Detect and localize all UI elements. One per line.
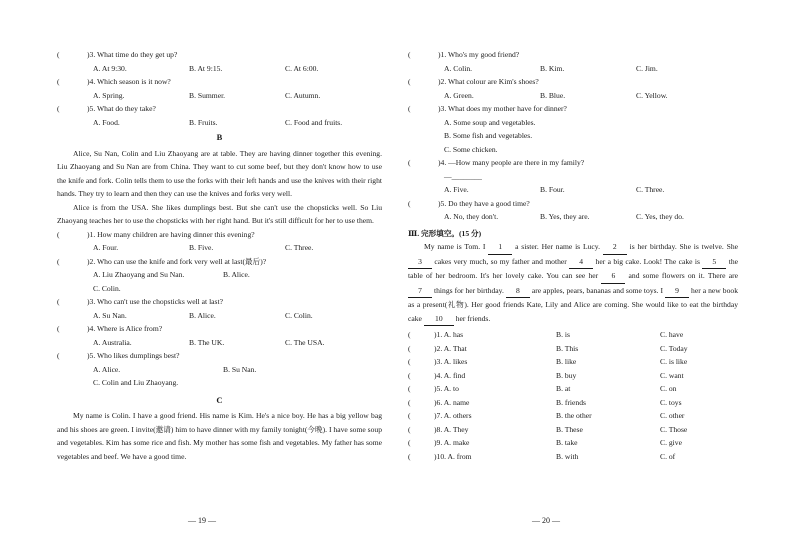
question [57,102,382,116]
option: A. Four. [93,243,119,252]
option: )5. A. to [434,384,459,393]
option: B. Su Nan. [223,364,257,374]
option: )10. A. from [434,451,472,461]
option: A. Food. [93,117,120,127]
option: C. Jim. [636,63,658,73]
options-row [57,363,382,377]
passage-text: My name is Tom. I [424,242,489,251]
option: A. Colin. [444,63,473,73]
section-a-questions [57,48,382,129]
answer-paren: ( [408,77,411,86]
option: C. Colin. [93,283,121,293]
option: B. friends [556,397,586,407]
answer-paren: ( [57,77,60,86]
passage-text: her friends. [453,313,491,323]
right-page [408,48,738,463]
cloze-blank: 4 [569,255,593,270]
option: C. Yellow. [636,90,668,100]
option: B. is [556,330,570,339]
option: C. toys [660,397,682,407]
option: C. on [660,384,677,393]
option: )4. A. find [434,370,466,380]
option: B. take [556,438,578,447]
answer-paren: ( [408,424,411,434]
passage-text: things for her birthday. [432,285,506,295]
answer-paren: ( [408,384,411,393]
option: A. Alice. [93,364,121,374]
option: B. with [556,451,579,461]
option: A. Five. [444,185,469,194]
cloze-blank: 10 [424,312,454,327]
page-number-left: — 19 — [188,516,216,525]
question-stem: )4. Where is Alice from? [87,324,163,333]
answer-paren: ( [408,438,411,447]
question [57,228,382,242]
question [408,75,738,89]
option: B. Kim. [540,63,565,73]
cloze-blank: 7 [408,284,432,299]
left-page [57,48,382,463]
option: C. have [660,330,684,339]
passage-paragraph: Alice, Su Nan, Colin and Liu Zhaoyang are at table. They are having dinner together this evening. Liu Zhaoyang and Su Nan are from China. They want to cut some beef, but they don't know how to use the knife and fork. Colin tells them to use the forks with their left hands and use the knives with their right hands. They try to learn and then they can use the knives and forks very well. [57,148,382,198]
passage-text: her a big cake. Look! The cake is [593,256,703,266]
option: A. Australia. [93,337,132,347]
cloze-option-row [408,409,738,423]
answer-paren: ( [57,351,60,360]
options-row [57,268,382,282]
option: A. At 9:30. [93,63,127,73]
question-stem: )3. What time do they get up? [87,50,178,59]
options-row [57,116,382,130]
option: A. Liu Zhaoyang and Su Nan. [93,270,185,279]
answer-paren: ( [408,451,411,461]
section-b-questions [57,228,382,390]
section-c-title: C [216,394,223,405]
passage-text: are apples, pears, bananas and some toys. I [529,285,666,295]
option: C. Three. [285,243,314,252]
option: C. Yes, they do. [636,212,684,221]
question-stem: )5. Who likes dumplings best? [87,351,180,360]
question-stem: )4. —How many people are there in my family? [438,158,585,167]
answer-paren: ( [408,158,411,167]
answer-paren: ( [408,397,411,407]
option: C. Today [660,343,688,353]
option: C. Some chicken. [444,144,498,154]
option: B. Alice. [189,310,216,320]
section-3-title: Ⅲ. 完形填空。(15 分) [408,228,482,238]
option: C. The USA. [285,337,325,347]
question [57,48,382,62]
question-stem: )4. Which season is it now? [87,77,171,86]
option: C. of [660,451,676,461]
answer-paren: ( [57,50,60,59]
question [408,156,738,170]
passage-text: is her birthday. She is twelve. She [626,242,738,251]
options-row [57,241,382,255]
passage-paragraph: Alice is from the USA. She likes dumplings best. But she can't use the chopsticks well. So Liu Zhaoyang teaches her to use the chopsticks with her right hand. But it's still difficult for her to use them. [57,202,382,225]
question [57,349,382,363]
cloze-passage [408,240,738,326]
answer-paren: ( [57,256,60,266]
cloze-option-row [408,328,738,342]
option: B. Alice. [223,270,250,279]
option: C. Food and fruits. [285,117,343,127]
option: B. These [556,424,583,434]
options-row [57,336,382,350]
passage-text: and some flowers on it. There are [625,271,738,280]
option: B. Fruits. [189,117,218,127]
cloze-option-row [408,369,738,383]
question-stem: )5. Do they have a good time? [438,198,530,208]
answer-paren: ( [57,229,60,239]
question [57,255,382,269]
answer-paren: ( [408,343,411,353]
option: C. want [660,370,684,380]
option: A. Green. [444,90,474,100]
option: A. Su Nan. [93,310,127,320]
section-b-passage [57,147,382,228]
answer-paren: ( [408,50,411,59]
question [57,75,382,89]
question [408,197,738,211]
option: B. Summer. [189,90,226,100]
cloze-blank: 2 [603,240,627,255]
option: B. like [556,357,577,366]
option: C. Colin. [285,310,313,320]
answer-paren: ( [57,104,60,113]
question [408,102,738,116]
option: B. Some fish and vegetables. [444,131,533,140]
option: C. other [660,411,685,420]
options-row [57,89,382,103]
option: B. Five. [189,243,214,252]
answer-line: —________ [444,171,482,181]
question-stem: )3. What does my mother have for dinner? [438,104,567,113]
cloze-blank: 3 [408,255,432,270]
question-stem: )3. Who can't use the chopsticks well at last? [87,297,223,306]
option: )7. A. others [434,411,472,420]
answer-paren: ( [408,330,411,339]
passage-text: her a new book as a present(礼物). Her good friends Kate, Lily and Alice are coming. She would like to eat the birthday cake [408,285,738,323]
cloze-options [408,328,738,463]
option: B. At 9:15. [189,63,223,73]
options-row [408,89,738,103]
options-row [57,62,382,76]
answer-paren: ( [408,104,411,113]
option: )2. A. That [434,343,467,353]
option: C. Those [660,424,688,434]
section-b-title: B [216,132,223,142]
option: C. Three. [636,185,665,194]
option: B. The UK. [189,337,225,347]
option: A. Some soup and vegetables. [444,117,536,127]
cloze-blank: 5 [702,255,726,270]
option: )8. A. They [434,424,469,434]
cloze-blank: 6 [601,269,625,284]
section-c-passage: My name is Colin. I have a good friend. His name is Kim. He's a nice boy. He has a big yellow bag and his shoes are green. I invite(邀请) him to have dinner with my family tonight(今晚). I have some soup and vegetables. Kim has some rice and fish. My mother has some fish and vegetables. My father has some vegetables and beef. We have a good time. [57,411,382,461]
option: )9. A. make [434,438,470,447]
options-row [408,210,738,224]
question [408,48,738,62]
option: C. Colin and Liu Zhaoyang. [93,378,179,387]
question [57,295,382,309]
options-row [408,62,738,76]
answer-paren: ( [57,324,60,333]
cloze-option-row [408,355,738,369]
cloze-option-row [408,342,738,356]
options-row [57,309,382,323]
passage-text: cakes very much, so my father and mother [432,256,570,266]
option: B. Blue. [540,90,566,100]
question [57,322,382,336]
option: A. Spring. [93,90,125,100]
cloze-option-row [408,436,738,450]
option: C. give [660,438,682,447]
cloze-option-row [408,450,738,464]
question-stem: )1. Who's my good friend? [438,50,520,59]
question-stem: )1. How many children are having dinner this evening? [87,229,255,239]
passage-text: a sister. Her name is Lucy. [512,242,603,251]
cloze-blank: 1 [488,240,512,255]
cloze-option-row [408,382,738,396]
option: A. No, they don't. [444,212,499,221]
cloze-blank: 8 [506,284,530,299]
cloze-option-row [408,396,738,410]
answer-paren: ( [408,411,411,420]
answer-paren: ( [408,198,411,208]
option: B. Four. [540,185,565,194]
question-stem: )2. What colour are Kim's shoes? [438,77,539,86]
option: )6. A. name [434,397,470,407]
cloze-option-row [408,423,738,437]
answer-paren: ( [408,370,411,380]
option: C. Autumn. [285,90,321,100]
question-stem: )5. What do they take? [87,104,156,113]
answer-paren: ( [408,357,411,366]
page-number-right: — 20 — [532,516,560,525]
option: B. at [556,384,571,393]
option: C. At 6:00. [285,63,319,73]
option: )3. A. likes [434,357,468,366]
option: B. buy [556,370,577,380]
option: B. Yes, they are. [540,212,590,221]
option: )1. A. has [434,330,464,339]
section-c-questions [408,48,738,224]
option: B. the other [556,411,592,420]
answer-paren: ( [57,297,60,306]
option: C. is like [660,357,688,366]
cloze-blank: 9 [665,284,689,299]
question-stem: )2. Who can use the knife and fork very well at last(最后)? [87,256,267,266]
option: B. This [556,343,579,353]
passage-text: the table of her bedroom. It's her lovely cake. You can see her [408,256,738,280]
options-row [408,183,738,197]
